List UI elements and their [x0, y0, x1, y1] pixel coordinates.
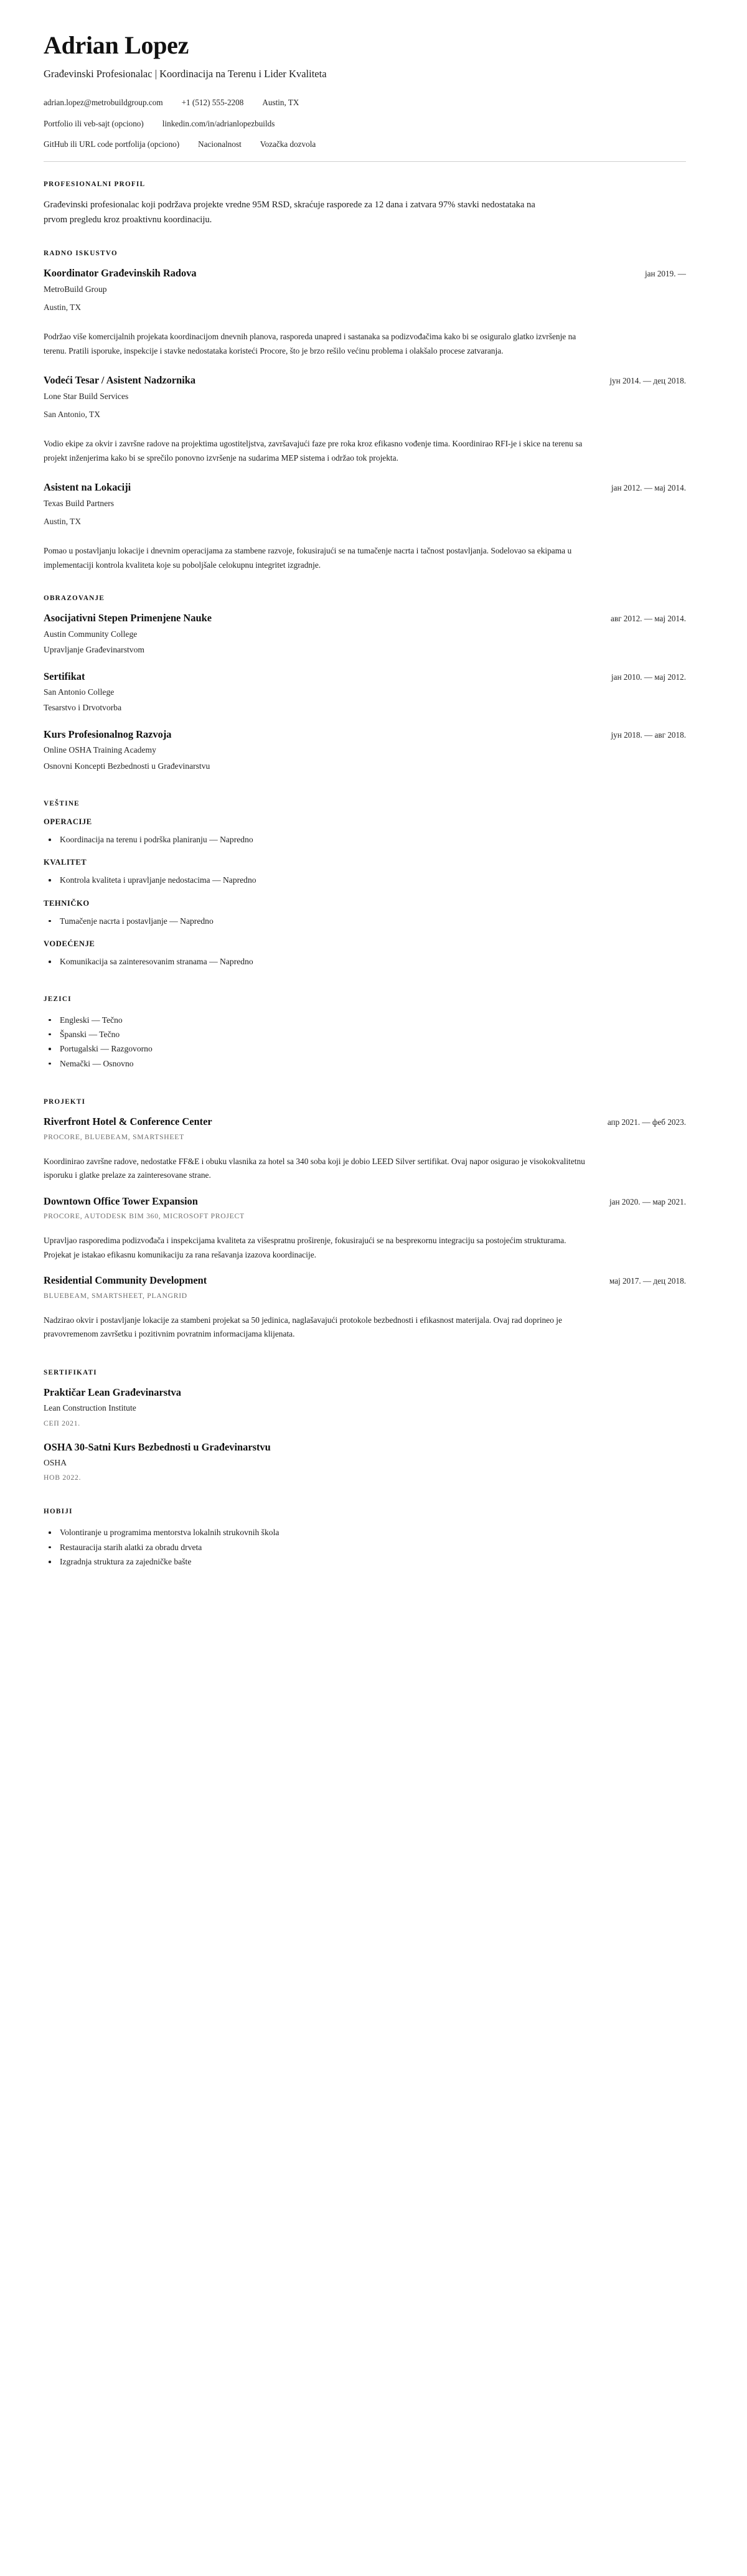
experience-date: јан 2019. —	[644, 269, 686, 279]
education-school: San Antonio College	[44, 687, 115, 697]
contact-phone[interactable]: +1 (512) 555-2208	[181, 98, 244, 108]
education-entry	[44, 670, 686, 715]
language-item: Portugalski — Razgovorno	[44, 1041, 686, 1056]
header-divider	[44, 161, 686, 162]
experience-date: јун 2014. — дец 2018.	[609, 376, 686, 386]
certificate-date: СЕП 2021.	[44, 1419, 80, 1427]
education-degree: Sertifikat	[44, 670, 85, 682]
project-entry	[44, 1195, 686, 1262]
resume-header	[44, 32, 686, 162]
skill-group	[44, 858, 686, 887]
certificate-entry	[44, 1386, 686, 1427]
section-title-skills: VEŠTINE	[44, 800, 80, 808]
experience-date: јан 2012. — мај 2014.	[611, 483, 686, 493]
education-entry-head	[44, 670, 686, 684]
education-date: јан 2010. — мај 2012.	[611, 672, 686, 682]
experience-company: MetroBuild Group	[44, 284, 107, 294]
education-date: јун 2018. — авг 2018.	[611, 730, 686, 740]
section-certificates	[44, 1369, 686, 1482]
project-date: јан 2020. — мар 2021.	[609, 1196, 686, 1206]
section-title-languages: JEZICI	[44, 995, 72, 1003]
education-field: Upravljanje Građevinarstvom	[44, 645, 144, 655]
skill-list	[44, 873, 686, 887]
language-item: Španski — Tečno	[44, 1027, 686, 1041]
language-list	[44, 1013, 686, 1071]
contact-linkedin[interactable]: linkedin.com/in/adrianlopezbuilds	[162, 118, 275, 128]
education-field: Osnovni Koncepti Bezbednosti u Građevinarstvu	[44, 761, 210, 771]
project-entry	[44, 1116, 686, 1183]
experience-role: Vodeći Tesar / Asistent Nadzornika	[44, 374, 196, 387]
hobby-list	[44, 1525, 686, 1569]
experience-role: Koordinator Građevinskih Radova	[44, 267, 197, 280]
project-entry-head	[44, 1195, 686, 1208]
section-title-experience: RADNO ISKUSTVO	[44, 250, 118, 258]
experience-description: Pomao u postavljanju lokacije i dnevnim operacijama za stambene razvoje, fokusirajući se na tumačenje nacrta i tačnost postavljanja. Sodelovao sa ekipama u implementaciji kontrola kvaliteta koje su poboljšale celokupnu integritet izgradnje.	[44, 546, 572, 570]
project-tools: PROCORE, BLUEBEAM, SMARTSHEET	[44, 1132, 184, 1141]
project-name: Residential Community Development	[44, 1274, 207, 1287]
section-professional-profile	[44, 181, 686, 227]
skill-list	[44, 914, 686, 928]
certificate-date: НОВ 2022.	[44, 1474, 82, 1482]
education-degree: Asocijativni Stepen Primenjene Nauke	[44, 612, 212, 624]
section-work-experience	[44, 250, 686, 572]
experience-company: Texas Build Partners	[44, 498, 115, 508]
contact-drivers-license: Vozačka dozvola	[260, 139, 316, 149]
contact-row-primary	[44, 96, 686, 108]
profile-summary-text: Građevinski profesionalac koji podržava projekte vredne 95M RSD, skraćuje rasporede za 12 dana i zatvara 97% stavki nedostataka na prvom pregledu kroz proaktivnu koordinaciju.	[44, 199, 535, 225]
education-entry	[44, 612, 686, 656]
certificate-issuer: Lean Construction Institute	[44, 1403, 136, 1413]
section-languages	[44, 995, 686, 1071]
education-entry-head	[44, 612, 686, 625]
education-date: авг 2012. — мај 2014.	[611, 614, 686, 624]
contact-email[interactable]: adrian.lopez@metrobuildgroup.com	[44, 98, 163, 108]
section-title-profile: PROFESIONALNI PROFIL	[44, 180, 146, 188]
skill-group-title: OPERACIJE	[44, 817, 92, 827]
education-entry-head	[44, 728, 686, 741]
education-entry	[44, 728, 686, 773]
project-date: мај 2017. — дец 2018.	[609, 1276, 686, 1286]
project-description: Nadzirao okvir i postavljanje lokacije za stambeni projekat sa 50 jedinica, naglašavajući protokole bezbednosti i efikasnost materijala. Ovaj rad doprineo je pravovremenom završetku i pozitivnim povratnim informacijama klijenata.	[44, 1315, 562, 1339]
project-entry-head	[44, 1274, 686, 1287]
skill-item: Koordinacija na terenu i podrška planiranju — Napredno	[44, 832, 686, 847]
contact-location: Austin, TX	[262, 98, 299, 108]
experience-description: Vodio ekipe za okvir i završne radove na projektima ugostiteljstva, završavajući faze pre roka kroz efikasno vođenje tima. Koordinirao RFI-je i skice na terenu sa projekt inženjerima kako bi se sprečilo ponovno izvršenje na sudarima MEP sistema i održao tok projekta.	[44, 439, 583, 463]
experience-location: Austin, TX	[44, 517, 82, 527]
hobby-item: Volontiranje u programima mentorstva lokalnih strukovnih škola	[44, 1525, 686, 1539]
certificate-entry	[44, 1441, 686, 1482]
certificate-name: OSHA 30-Satni Kurs Bezbednosti u Građevinarstvu	[44, 1441, 271, 1453]
section-projects	[44, 1098, 686, 1342]
experience-role: Asistent na Lokaciji	[44, 481, 131, 494]
skill-group	[44, 817, 686, 847]
skill-group-title: KVALITET	[44, 858, 87, 867]
project-entry-head	[44, 1116, 686, 1129]
section-title-education: OBRAZOVANJE	[44, 595, 105, 603]
experience-entry-head	[44, 481, 686, 494]
skill-item: Tumačenje nacrta i postavljanje — Napredno	[44, 914, 686, 928]
hobby-item: Izgradnja struktura za zajedničke bašte	[44, 1554, 686, 1569]
skill-item: Komunikacija sa zainteresovanim stranama — Napredno	[44, 954, 686, 969]
experience-entry	[44, 374, 686, 465]
education-school: Austin Community College	[44, 629, 138, 639]
education-field: Tesarstvo i Drvotvorba	[44, 703, 122, 713]
contact-nationality: Nacionalnost	[198, 139, 242, 149]
contact-row-extra	[44, 138, 686, 150]
experience-entry-head	[44, 374, 686, 387]
hobby-item: Restauracija starih alatki za obradu drveta	[44, 1540, 686, 1554]
experience-entry	[44, 267, 686, 358]
contact-row-web	[44, 118, 686, 129]
contact-portfolio[interactable]: Portfolio ili veb-sajt (opciono)	[44, 118, 144, 128]
skill-group-title: TEHNIČKO	[44, 898, 90, 908]
candidate-name: Adrian Lopez	[44, 31, 189, 59]
project-name: Riverfront Hotel & Conference Center	[44, 1116, 212, 1128]
section-education	[44, 595, 686, 773]
skill-group	[44, 939, 686, 969]
experience-description: Podržao više komercijalnih projekata koordinacijom dnevnih planova, rasporeda unapred i sastanaka sa podizvođačima kako bi se osiguralo glatko izvršenje na terenu. Pratili isporuke, inspekcije i stavke nedostataka koristeći Procore, što je brzo rešilo većinu problema i olakšalo procese zatvaranja.	[44, 332, 576, 355]
skill-group-title: VODEĆENJE	[44, 939, 95, 949]
candidate-headline: Građevinski Profesionalac | Koordinacija na Terenu i Lider Kvaliteta	[44, 68, 327, 80]
skill-item: Kontrola kvaliteta i upravljanje nedostacima — Napredno	[44, 873, 686, 887]
skill-group	[44, 899, 686, 928]
section-title-hobbies: HOBIJI	[44, 1508, 73, 1516]
project-entry	[44, 1274, 686, 1342]
project-description: Upravljao rasporedima podizvođača i inspekcijama kvaliteta za višespratnu proširenje, fokusirajući se na bespreкornu integraciju sa postojećim strukturama. Projekat je istakao efikasnu komunikaciju za rana rešavanja izazova koordinacije.	[44, 1236, 566, 1259]
education-degree: Kurs Profesionalnog Razvoja	[44, 728, 172, 740]
language-item: Engleski — Tečno	[44, 1013, 686, 1027]
experience-entry-head	[44, 267, 686, 280]
project-date: апр 2021. — феб 2023.	[607, 1117, 686, 1127]
experience-entry	[44, 481, 686, 572]
section-title-projects: PROJEKTI	[44, 1098, 86, 1106]
project-tools: BLUEBEAM, SMARTSHEET, PLANGRID	[44, 1291, 187, 1300]
language-item: Nemački — Osnovno	[44, 1056, 686, 1071]
project-tools: PROCORE, AUTODESK BIM 360, MICROSOFT PROJECT	[44, 1212, 245, 1221]
section-skills	[44, 800, 686, 969]
experience-company: Lone Star Build Services	[44, 391, 129, 401]
experience-location: San Antonio, TX	[44, 410, 100, 420]
skill-list	[44, 832, 686, 847]
section-hobbies	[44, 1508, 686, 1569]
project-name: Downtown Office Tower Expansion	[44, 1195, 198, 1207]
skill-list	[44, 954, 686, 969]
contact-github[interactable]: GitHub ili URL code portfolija (opciono)	[44, 139, 180, 149]
section-title-certificates: SERTIFIKATI	[44, 1368, 97, 1376]
project-description: Koordinirao završne radove, nedostatke FF&E i obuku vlasnika za hotel sa 340 soba koji je dobio LEED Silver sertifikat. Ovaj napor osigurao je visokokvalitetnu isporuku i glatke prelaze za zainteresovane strane.	[44, 1156, 585, 1180]
experience-location: Austin, TX	[44, 303, 82, 313]
certificate-issuer: OSHA	[44, 1458, 67, 1468]
certificate-name: Praktičar Lean Građevinarstva	[44, 1386, 181, 1398]
education-school: Online OSHA Training Academy	[44, 745, 156, 755]
